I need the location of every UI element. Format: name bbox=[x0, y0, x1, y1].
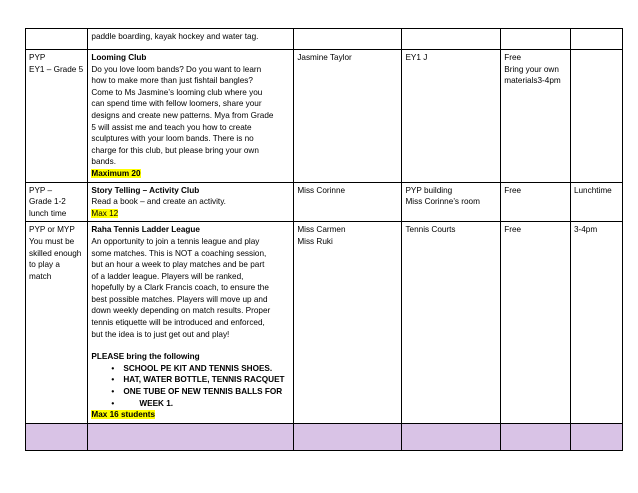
bring-list bbox=[91, 363, 290, 409]
description-line: but an hour a week to play matches and be part bbox=[91, 260, 265, 270]
level-line: PYP – bbox=[29, 185, 53, 195]
teacher-name: Miss Carmen bbox=[297, 225, 346, 235]
cost-line: materials bbox=[504, 76, 538, 86]
description-line: can spend time with fellow loomers, share your bbox=[91, 99, 262, 109]
location-cell bbox=[402, 182, 501, 222]
cost-cell bbox=[501, 222, 571, 424]
activity-cell bbox=[88, 182, 294, 222]
description-line: charge for this club, but please bring your own bbox=[91, 145, 259, 155]
location-line: Miss Corinne’s room bbox=[405, 197, 480, 207]
max-capacity: Max 16 students bbox=[91, 410, 156, 420]
time-inline: 3-4pm bbox=[537, 76, 561, 86]
description-line: of a ladder league. Players will be ranked, bbox=[91, 271, 244, 281]
description-line: bands. bbox=[91, 157, 116, 167]
level-cell bbox=[26, 29, 88, 50]
activity-cell bbox=[88, 50, 294, 183]
level-line: lunch time bbox=[29, 208, 67, 218]
empty-cell bbox=[570, 423, 622, 450]
empty-cell bbox=[26, 423, 88, 450]
description-line: 5 will assist me and teach you how to create bbox=[91, 122, 252, 132]
description-line: An opportunity to join a tennis league and play bbox=[91, 236, 260, 246]
list-item: • SCHOOL PE KIT AND TENNIS SHOES. bbox=[111, 363, 290, 375]
teacher-cell bbox=[294, 182, 402, 222]
location: Tennis Courts bbox=[405, 225, 456, 235]
description-line: sculptures with your loom bands. There is no bbox=[91, 134, 254, 144]
level-line: EY1 – Grade 5 bbox=[29, 64, 84, 74]
cost-line: Free bbox=[504, 53, 522, 62]
table-row bbox=[26, 50, 623, 183]
footer-row bbox=[26, 423, 623, 450]
empty-cell bbox=[402, 423, 501, 450]
continuation-text: WEEK 1. bbox=[139, 398, 174, 408]
clubs-table bbox=[25, 28, 623, 451]
cost-cell bbox=[501, 29, 571, 50]
teacher-name: Miss Corinne bbox=[297, 185, 346, 195]
teacher-name: Jasmine Taylor bbox=[297, 53, 352, 62]
location: EY1 J bbox=[405, 53, 428, 62]
empty-cell bbox=[294, 423, 402, 450]
empty-cell bbox=[88, 423, 294, 450]
table-row bbox=[26, 222, 623, 424]
level-cell bbox=[26, 50, 88, 183]
description-line: Read a book – and create an activity. bbox=[91, 197, 226, 207]
cost: Free bbox=[504, 225, 522, 235]
club-title: Looming Club bbox=[91, 53, 147, 62]
level-line: PYP bbox=[29, 53, 46, 62]
level-line: to play a bbox=[29, 260, 60, 270]
location-line: PYP building bbox=[405, 185, 453, 195]
description-line: down weekly depending on match results. Proper bbox=[91, 306, 271, 316]
time-cell bbox=[570, 50, 622, 183]
level-line: skilled enough bbox=[29, 248, 82, 258]
activity-cell bbox=[88, 222, 294, 424]
max-capacity: Max 12 bbox=[91, 208, 119, 218]
table-row bbox=[26, 182, 623, 222]
time: 3-4pm bbox=[573, 225, 598, 235]
description-line: best possible matches. Players will move up and bbox=[91, 294, 268, 304]
cost: Free bbox=[504, 185, 522, 195]
cost-cell bbox=[501, 50, 571, 183]
teacher-name: Miss Ruki bbox=[297, 236, 333, 246]
teacher-cell bbox=[294, 222, 402, 424]
teacher-cell bbox=[294, 29, 402, 50]
time-cell bbox=[570, 222, 622, 424]
list-item: • ONE TUBE OF NEW TENNIS BALLS FOR bbox=[111, 386, 290, 398]
time: Lunchtime bbox=[573, 185, 612, 195]
description-line: hopefully by a Clark Francis coach, to ensure the bbox=[91, 283, 269, 293]
level-line: PYP or MYP bbox=[29, 225, 75, 235]
level-line: You must be bbox=[29, 236, 75, 246]
list-item-continuation bbox=[111, 398, 290, 410]
level-line: Grade 1-2 bbox=[29, 197, 66, 207]
location-cell bbox=[402, 50, 501, 183]
level-cell bbox=[26, 222, 88, 424]
cost-cell bbox=[501, 182, 571, 222]
activity-cell bbox=[88, 29, 294, 50]
club-title: Story Telling – Activity Club bbox=[91, 185, 200, 195]
club-title: Raha Tennis Ladder League bbox=[91, 225, 200, 235]
description-line: Come to Ms Jasmine’s looming club where you bbox=[91, 87, 263, 97]
time-cell bbox=[570, 29, 622, 50]
activity-description: paddle boarding, kayak hockey and water tag. bbox=[91, 32, 259, 41]
description-line: designs and create new patterns. Mya from Grade bbox=[91, 110, 274, 120]
empty-cell bbox=[501, 423, 571, 450]
description-line: how to make more than just fishtail bangles? bbox=[91, 76, 253, 86]
bring-heading: PLEASE bring the following bbox=[91, 352, 200, 362]
description-line: Do you love loom bands? Do you want to learn bbox=[91, 64, 262, 74]
location-cell bbox=[402, 222, 501, 424]
level-line: match bbox=[29, 271, 52, 281]
description-line: some matches. This is NOT a coaching session, bbox=[91, 248, 267, 258]
table-row bbox=[26, 29, 623, 50]
description-line: tennis etiquette will be introduced and enforced, bbox=[91, 318, 265, 328]
time-cell bbox=[570, 182, 622, 222]
list-item: • HAT, WATER BOTTLE, TENNIS RACQUET bbox=[111, 374, 290, 386]
location-cell bbox=[402, 29, 501, 50]
level-cell bbox=[26, 182, 88, 222]
description-line: but the idea is to just get out and play! bbox=[91, 329, 230, 339]
max-capacity: Maximum 20 bbox=[91, 168, 141, 178]
cost-line: Bring your own bbox=[504, 64, 559, 74]
teacher-cell bbox=[294, 50, 402, 183]
